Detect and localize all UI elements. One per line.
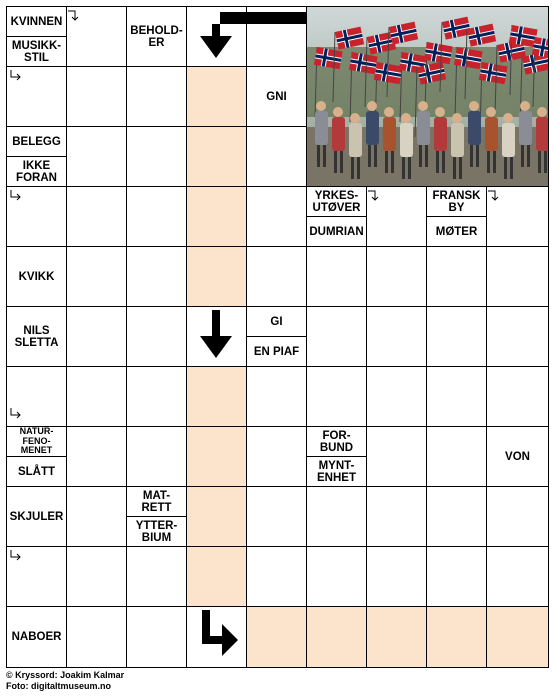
flag-parade-photo — [306, 6, 549, 187]
answer-cell[interactable] — [366, 246, 427, 307]
answer-cell[interactable] — [306, 306, 367, 367]
answer-cell[interactable] — [246, 546, 307, 607]
clue-belegg: BELEGG — [12, 135, 61, 148]
clue-en-piaf: EN PIAF — [247, 336, 306, 366]
answer-cell[interactable] — [426, 486, 487, 547]
clue-cell — [6, 486, 67, 547]
answer-cell[interactable] — [246, 426, 307, 487]
answer-cell[interactable] — [366, 366, 427, 427]
clue-von: VON — [505, 450, 530, 463]
clue-dumrian: DUMRIAN — [307, 216, 366, 246]
solution-cell[interactable] — [186, 546, 247, 607]
clue-yrkesutover: YRKES- UTØVER — [312, 189, 361, 214]
clue-slatt: SLÅTT — [7, 456, 66, 486]
clue-cell — [426, 186, 487, 247]
clue-moter: MØTER — [427, 216, 486, 246]
clue-nils-sletta: NILS SLETTA — [14, 324, 59, 349]
answer-cell[interactable] — [246, 366, 307, 427]
clue-cell — [126, 6, 187, 67]
answer-cell[interactable] — [306, 546, 367, 607]
answer-cell[interactable] — [126, 366, 187, 427]
answer-cell[interactable] — [486, 486, 549, 547]
clue-gi: GI — [270, 315, 283, 328]
answer-cell[interactable] — [486, 546, 549, 607]
down-hook-arrow-icon — [487, 189, 501, 203]
clue-matrett: MAT- RETT — [141, 489, 172, 514]
solution-cell[interactable] — [246, 606, 307, 668]
clue-skjuler: SKJULER — [9, 510, 64, 523]
clue-cell — [306, 186, 367, 247]
clue-fransk-by: FRANSK BY — [432, 189, 481, 214]
answer-cell[interactable] — [126, 66, 187, 127]
answer-cell[interactable] — [426, 306, 487, 367]
answer-cell[interactable] — [246, 246, 307, 307]
answer-cell[interactable] — [66, 306, 127, 367]
down-hook-arrow-icon — [367, 189, 381, 203]
down-arrow-icon — [186, 306, 246, 366]
answer-cell[interactable] — [66, 66, 127, 127]
answer-cell[interactable] — [126, 186, 187, 247]
clue-forbund: FOR- BUND — [319, 429, 354, 454]
down-left-arrow-icon — [186, 6, 308, 66]
credit-author: © Kryssord: Joakim Kalmar — [6, 670, 125, 680]
answer-cell[interactable] — [366, 306, 427, 367]
credits — [6, 670, 124, 692]
crossword-grid — [6, 6, 548, 667]
clue-ytterbium: YTTER- BIUM — [127, 516, 186, 546]
solution-cell[interactable] — [186, 486, 247, 547]
answer-cell[interactable] — [486, 306, 549, 367]
answer-cell[interactable] — [66, 426, 127, 487]
answer-cell[interactable] — [126, 426, 187, 487]
answer-cell[interactable] — [66, 546, 127, 607]
clue-cell — [6, 606, 67, 668]
answer-cell[interactable] — [66, 246, 127, 307]
down-right-arrow-icon — [186, 606, 246, 666]
answer-cell[interactable] — [306, 486, 367, 547]
right-hook-arrow-icon — [9, 189, 23, 203]
answer-cell[interactable] — [306, 246, 367, 307]
answer-cell[interactable] — [486, 366, 549, 427]
clue-beholder: BEHOLD- ER — [130, 24, 183, 49]
clue-cell — [246, 66, 307, 127]
clue-cell — [306, 426, 367, 487]
right-hook-arrow-icon — [9, 69, 23, 83]
answer-cell[interactable] — [66, 366, 127, 427]
answer-cell[interactable] — [426, 246, 487, 307]
answer-cell[interactable] — [126, 126, 187, 187]
solution-cell[interactable] — [426, 606, 487, 668]
clue-gni: GNI — [266, 90, 287, 103]
solution-cell[interactable] — [186, 66, 247, 127]
solution-cell[interactable] — [186, 126, 247, 187]
solution-cell[interactable] — [486, 606, 549, 668]
answer-cell[interactable] — [66, 186, 127, 247]
answer-cell[interactable] — [126, 606, 187, 668]
clue-kvikk: KVIKK — [18, 270, 55, 283]
solution-cell[interactable] — [366, 606, 427, 668]
clue-ikke-foran: IKKE FORAN — [7, 156, 66, 186]
clue-cell — [6, 126, 67, 187]
solution-cell[interactable] — [186, 246, 247, 307]
clue-cell — [126, 486, 187, 547]
answer-cell[interactable] — [366, 486, 427, 547]
answer-cell[interactable] — [426, 366, 487, 427]
answer-cell[interactable] — [126, 306, 187, 367]
clue-kvinnen: KVINNEN — [10, 15, 63, 28]
clue-cell — [486, 426, 549, 487]
answer-cell[interactable] — [366, 426, 427, 487]
right-hook-arrow-icon — [9, 549, 23, 563]
answer-cell[interactable] — [66, 606, 127, 668]
answer-cell[interactable] — [126, 246, 187, 307]
solution-cell[interactable] — [186, 186, 247, 247]
answer-cell[interactable] — [246, 486, 307, 547]
right-hook-arrow-icon — [9, 407, 23, 421]
clue-naboer: NABOER — [11, 631, 62, 643]
answer-cell[interactable] — [66, 126, 127, 187]
answer-cell[interactable] — [246, 126, 307, 187]
answer-cell[interactable] — [486, 246, 549, 307]
clue-cell — [246, 306, 307, 367]
clue-cell — [6, 246, 67, 307]
clue-cell — [6, 306, 67, 367]
clue-musikkstil: MUSIKK- STIL — [7, 36, 66, 66]
answer-cell[interactable] — [366, 546, 427, 607]
clue-naturfenomenet: NATUR- FENO- MENET — [19, 427, 54, 456]
credit-photo: Foto: digitaltmuseum.no — [6, 681, 111, 691]
solution-cell[interactable] — [186, 426, 247, 487]
clue-cell — [6, 6, 67, 67]
answer-cell[interactable] — [426, 426, 487, 487]
clue-mynt-enhet: MYNT- ENHET — [307, 456, 366, 486]
answer-cell[interactable] — [246, 186, 307, 247]
answer-cell[interactable] — [306, 366, 367, 427]
answer-cell[interactable] — [126, 546, 187, 607]
answer-cell[interactable] — [66, 486, 127, 547]
down-hook-arrow-icon — [67, 9, 81, 23]
clue-cell — [6, 426, 67, 487]
solution-cell[interactable] — [186, 366, 247, 427]
answer-cell[interactable] — [426, 546, 487, 607]
solution-cell[interactable] — [306, 606, 367, 668]
